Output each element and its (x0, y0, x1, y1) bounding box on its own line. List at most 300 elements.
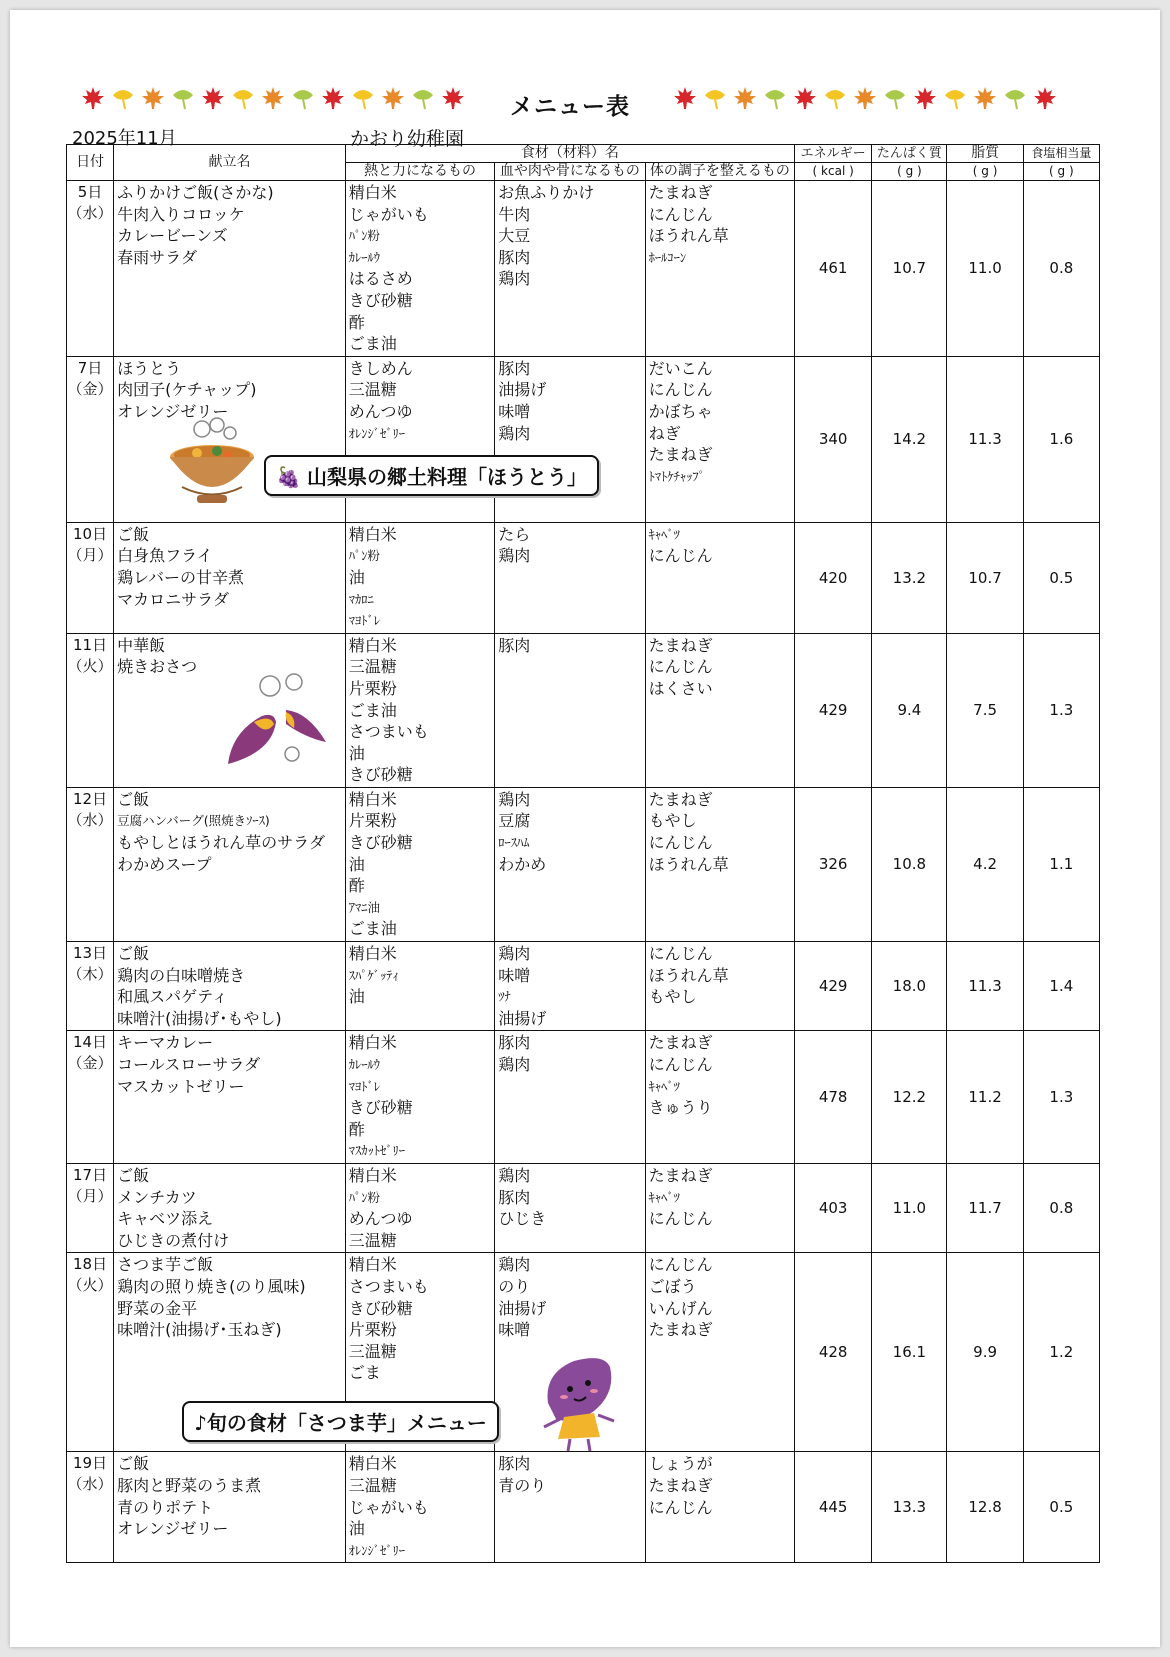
houtou-banner (264, 455, 599, 496)
dish-list-item: 春雨サラダ (117, 247, 197, 267)
col-energy: エネルギー (795, 145, 872, 163)
ginkgo-leaf-icon (1002, 85, 1028, 111)
condition-food-item: にんじん (648, 1497, 713, 1517)
body-food-item: 油揚げ (498, 1298, 547, 1318)
maple-leaf-icon (140, 85, 166, 111)
dish-list-item: メンチカツ (117, 1187, 197, 1207)
fat-value: 11.2 (947, 1031, 1023, 1164)
weekday-label: （金） (67, 1054, 113, 1073)
dish-list-item: ご飯 (117, 524, 150, 544)
menu-row (67, 1452, 1100, 1563)
energy-food-item: ﾏｽｶｯﾄｾﾞﾘｰ (348, 1143, 406, 1159)
energy-food-item: ｶﾚｰﾙｳ (348, 1057, 381, 1072)
col-fat: 脂質 (947, 145, 1023, 163)
dish-list (114, 357, 345, 424)
menu-row (67, 356, 1100, 522)
condition-foods-cell (645, 522, 794, 633)
date-cell (67, 787, 114, 941)
body-foods-cell (495, 356, 645, 522)
condition-food-item: たまねぎ (648, 635, 713, 655)
body-food-item: 味噌 (498, 401, 531, 421)
energy-food-item: じゃがいも (348, 1497, 429, 1517)
energy-food-item: 油 (348, 1519, 365, 1539)
dish-list (114, 1031, 345, 1098)
col-condition-foods: 体の調子を整えるもの (645, 163, 794, 181)
grape-icon: 🍇 (276, 464, 302, 489)
energy-food-item: さつまいも (348, 1276, 429, 1296)
body-food-item: 味噌 (498, 965, 531, 985)
menu-table (66, 144, 1100, 1563)
energy-food-item: さつまいも (348, 722, 429, 742)
energy-food-item: ごま (348, 1363, 381, 1383)
condition-foods (646, 942, 794, 1009)
energy-food-item: きしめん (348, 358, 413, 378)
condition-food-item: ｷｬﾍﾞﾂ (648, 526, 680, 542)
day-label: 13日 (73, 944, 108, 963)
condition-food-item: はくさい (648, 678, 713, 698)
body-food-item: 鶏肉 (498, 423, 531, 443)
unit-fat: ( g ) (947, 163, 1023, 181)
weekday-label: （水） (67, 1475, 113, 1494)
houtou-banner-text: 山梨県の郷土料理「ほうとう」 (307, 464, 588, 489)
energy-foods (346, 357, 494, 445)
salt-value: 0.8 (1023, 1163, 1099, 1252)
energy-food-item: ごま油 (348, 919, 397, 939)
day-label: 10日 (73, 524, 108, 543)
condition-food-item: ﾄﾏﾄｹﾁｬｯﾌﾟ (648, 468, 705, 484)
body-foods (495, 1452, 644, 1497)
protein-value: 14.2 (872, 356, 947, 522)
dish-list-cell (114, 942, 346, 1031)
condition-food-item: にんじん (648, 944, 713, 964)
energy-food-item: 精白米 (348, 1255, 397, 1275)
salt-value: 1.6 (1023, 356, 1099, 522)
condition-foods (646, 357, 794, 489)
date-cell (67, 1163, 114, 1252)
condition-food-item: ごぼう (648, 1276, 697, 1296)
col-protein: たんぱく質 (872, 145, 947, 163)
ginkgo-leaf-icon (170, 85, 196, 111)
sweet-potato-character-illustration (534, 1353, 624, 1453)
condition-food-item: たまねぎ (648, 789, 713, 809)
fat-value: 4.2 (947, 787, 1023, 941)
condition-food-item: にんじん (648, 1055, 713, 1074)
dish-list-item: 和風スパゲティ (117, 987, 228, 1007)
energy-value: 461 (795, 181, 872, 357)
condition-foods (646, 634, 794, 701)
date-cell (67, 633, 114, 787)
dish-list-item: ご飯 (117, 944, 150, 964)
dish-list-cell (114, 181, 346, 357)
fat-value: 10.7 (947, 522, 1023, 633)
condition-food-item: にんじん (648, 1255, 713, 1275)
energy-foods (346, 181, 494, 356)
energy-food-item: めんつゆ (348, 401, 413, 421)
body-food-item: 豚肉 (498, 358, 531, 378)
body-foods-cell (495, 1031, 645, 1164)
dish-list-item: ふりかけご飯(さかな) (117, 183, 274, 202)
body-food-item: 鶏肉 (498, 269, 531, 289)
weekday-label: （月） (67, 1186, 113, 1205)
energy-food-item: 精白米 (348, 1454, 397, 1474)
maple-leaf-icon (1032, 85, 1058, 111)
body-foods (495, 1164, 644, 1231)
day-label: 5日 (77, 183, 103, 201)
dish-list-item: 豆腐ハンバーグ(照焼きｿｰｽ) (117, 813, 270, 829)
weekday-label: （火） (67, 1276, 113, 1295)
dish-list-item: ご飯 (117, 1454, 150, 1474)
protein-value: 10.8 (872, 787, 947, 941)
menu-row (67, 787, 1100, 941)
menu-row (67, 1253, 1100, 1452)
condition-food-item: にんじん (648, 657, 713, 677)
unit-protein: ( g ) (872, 163, 947, 181)
body-food-item: 豚肉 (498, 635, 531, 655)
menu-row (67, 633, 1100, 787)
condition-foods-cell (645, 787, 794, 941)
ginkgo-leaf-icon (350, 85, 376, 111)
dish-list (114, 523, 345, 611)
school-name: かおり幼稚園 (350, 128, 465, 150)
dish-list-item: 豚肉と野菜のうま煮 (117, 1475, 262, 1495)
energy-food-item: 精白米 (348, 524, 397, 544)
dish-list (114, 1164, 345, 1252)
salt-value: 1.1 (1023, 787, 1099, 941)
condition-foods-cell (645, 1163, 794, 1252)
protein-value: 13.3 (872, 1452, 947, 1563)
energy-food-item: 精白米 (348, 1165, 397, 1185)
dish-list (114, 1452, 345, 1540)
col-body-foods: 血や肉や骨になるもの (495, 163, 645, 181)
energy-food-item: 精白米 (348, 1033, 397, 1053)
col-energy-foods: 熱と力になるもの (345, 163, 494, 181)
energy-food-item: ﾏｶﾛﾆ (348, 591, 374, 607)
fat-value: 11.3 (947, 356, 1023, 522)
dish-list-item: 中華飯 (117, 635, 166, 655)
body-food-item: 油揚げ (498, 380, 547, 400)
dish-list (114, 1253, 345, 1341)
dish-list-item: マカロニサラダ (117, 589, 229, 609)
dish-list-item: ほうとう (117, 358, 182, 378)
condition-foods-cell (645, 633, 794, 787)
energy-food-item: 片栗粉 (348, 811, 397, 831)
energy-food-item: じゃがいも (348, 204, 429, 224)
ginkgo-leaf-icon (942, 85, 968, 111)
dish-list-item: 鶏レバーの甘辛煮 (117, 567, 245, 587)
date-cell (67, 1452, 114, 1563)
baked-sweet-potato-illustration (222, 672, 332, 772)
energy-foods-cell (345, 633, 494, 787)
energy-food-item: 油 (348, 854, 365, 874)
fat-value: 12.8 (947, 1452, 1023, 1563)
energy-food-item: 精白米 (348, 635, 397, 655)
energy-food-item: 片栗粉 (348, 1320, 397, 1340)
energy-value: 478 (795, 1031, 872, 1164)
dish-list-item: わかめスープ (117, 854, 212, 874)
condition-food-item: ｷｬﾍﾞﾂ (648, 1189, 680, 1205)
menu-row (67, 181, 1100, 357)
maple-leaf-icon (200, 85, 226, 111)
weekday-label: （木） (67, 965, 113, 984)
energy-foods-cell (345, 1452, 494, 1563)
date-cell (67, 942, 114, 1031)
dish-list-item: 野菜の金平 (117, 1298, 198, 1318)
maple-leaf-icon (852, 85, 878, 111)
energy-value: 445 (795, 1452, 872, 1563)
condition-foods-cell (645, 942, 794, 1031)
maple-leaf-icon (972, 85, 998, 111)
energy-food-item: 精白米 (348, 944, 397, 964)
weekday-label: （水） (67, 204, 113, 222)
condition-foods (646, 181, 794, 269)
energy-foods (346, 634, 494, 787)
energy-food-item: きび砂糖 (348, 1298, 413, 1318)
body-foods-cell (495, 1452, 645, 1563)
body-food-item: 鶏肉 (498, 1055, 531, 1074)
maple-leaf-icon (912, 85, 938, 111)
salt-value: 1.3 (1023, 633, 1099, 787)
body-food-item: ひじき (498, 1209, 547, 1229)
energy-foods (346, 523, 494, 633)
day-label: 19日 (73, 1454, 108, 1473)
energy-foods (346, 1452, 494, 1562)
dish-list-cell (114, 1452, 346, 1563)
fat-value: 7.5 (947, 633, 1023, 787)
body-food-item: 青のり (498, 1475, 547, 1495)
dish-list-cell (114, 1163, 346, 1252)
ginkgo-leaf-icon (822, 85, 848, 111)
maple-leaf-icon (440, 85, 466, 111)
condition-food-item: にんじん (648, 1209, 713, 1229)
col-date: 日付 (67, 145, 114, 181)
condition-food-item: たまねぎ (648, 183, 713, 202)
energy-food-item: ごま油 (348, 334, 397, 354)
body-foods-cell (495, 522, 645, 633)
ginkgo-leaf-icon (762, 85, 788, 111)
dish-list-cell (114, 787, 346, 941)
fat-value: 11.0 (947, 181, 1023, 357)
body-food-item: ﾂﾅ (498, 989, 511, 1005)
energy-foods-cell (345, 522, 494, 633)
ginkgo-leaf-icon (290, 85, 316, 111)
body-food-item: 鶏肉 (498, 1255, 531, 1275)
day-label: 17日 (73, 1165, 108, 1184)
maple-leaf-icon (792, 85, 818, 111)
dish-list-item: 味噌汁(油揚げ･玉ねぎ) (117, 1320, 282, 1340)
dish-list-item: マスカットゼリー (117, 1076, 245, 1096)
energy-food-item: 油 (348, 743, 365, 763)
body-foods-cell (495, 942, 645, 1031)
body-food-item: 鶏肉 (498, 1165, 531, 1185)
energy-food-item: きび砂糖 (348, 1098, 413, 1118)
condition-foods-cell (645, 181, 794, 357)
satsumaimo-banner (182, 1401, 499, 1442)
salt-value: 0.5 (1023, 1452, 1099, 1563)
menu-row (67, 522, 1100, 633)
maple-leaf-icon (260, 85, 286, 111)
condition-food-item: ほうれん草 (648, 226, 729, 246)
menu-row (67, 1163, 1100, 1252)
col-salt: 食塩相当量 (1023, 145, 1099, 163)
energy-food-item: ﾊﾟﾝ粉 (348, 228, 381, 244)
day-label: 14日 (73, 1033, 108, 1052)
body-foods-cell (495, 181, 645, 357)
menu-month: 2025年11月 (72, 128, 177, 149)
body-foods-cell (495, 633, 645, 787)
energy-food-item: 酢 (348, 876, 365, 896)
energy-value: 326 (795, 787, 872, 941)
condition-food-item: にんじん (648, 833, 713, 853)
dish-list-item: ひじきの煮付け (117, 1230, 230, 1250)
day-label: 11日 (73, 635, 108, 654)
protein-value: 12.2 (872, 1031, 947, 1164)
dish-list-item: 鶏肉の白味噌焼き (117, 965, 246, 985)
body-food-item: 豚肉 (498, 1187, 531, 1207)
energy-food-item: ﾊﾟﾝ粉 (348, 1189, 381, 1205)
salt-value: 0.8 (1023, 181, 1099, 357)
energy-food-item: 精白米 (348, 183, 397, 202)
energy-food-item: 酢 (348, 1119, 365, 1139)
energy-value: 429 (795, 942, 872, 1031)
menu-row (67, 942, 1100, 1031)
energy-value: 340 (795, 356, 872, 522)
condition-food-item: にんじん (648, 546, 713, 566)
dish-list-item: 味噌汁(油揚げ･もやし) (117, 1008, 282, 1028)
dish-list-item: 青のりポテト (117, 1497, 214, 1517)
ginkgo-leaf-icon (702, 85, 728, 111)
energy-foods (346, 1031, 494, 1163)
dish-list-cell (114, 1031, 346, 1164)
energy-food-item: ｶﾚｰﾙｳ (348, 249, 381, 265)
col-ingredients: 食材（材料）名 (345, 145, 794, 163)
body-food-item: 鶏肉 (498, 546, 531, 566)
dish-list-item: キャベツ添え (117, 1209, 214, 1229)
maple-leaf-icon (732, 85, 758, 111)
day-label: 18日 (73, 1255, 108, 1274)
date-cell (67, 522, 114, 633)
protein-value: 16.1 (872, 1253, 947, 1452)
energy-food-item: きび砂糖 (348, 833, 413, 853)
energy-food-item: 三温糖 (348, 1341, 397, 1361)
energy-food-item: ｵﾚﾝｼﾞｾﾞﾘｰ (348, 1542, 406, 1558)
menu-page (10, 10, 1160, 1647)
energy-food-item: はるさめ (348, 269, 413, 289)
condition-foods-cell (645, 1452, 794, 1563)
dish-list-cell (114, 522, 346, 633)
ginkgo-leaf-icon (882, 85, 908, 111)
energy-foods (346, 788, 494, 941)
body-food-item: 油揚げ (498, 1008, 547, 1028)
body-foods (495, 357, 644, 445)
ginkgo-leaf-icon (110, 85, 136, 111)
dish-list-item: 焼きおさつ (117, 657, 198, 677)
energy-food-item: めんつゆ (348, 1209, 413, 1229)
weekday-label: （金） (67, 379, 113, 398)
col-menu: 献立名 (114, 145, 346, 181)
dish-list-item: ご飯 (117, 789, 150, 809)
condition-food-item: たまねぎ (648, 445, 713, 465)
body-foods (495, 181, 644, 291)
protein-value: 10.7 (872, 181, 947, 357)
energy-foods-cell (345, 1163, 494, 1252)
dish-list-item: コールスローサラダ (117, 1055, 261, 1074)
page-title: メニュー表 (510, 94, 630, 120)
body-foods-cell (495, 787, 645, 941)
dish-list (114, 181, 345, 269)
energy-food-item: ｵﾚﾝｼﾞｾﾞﾘｰ (348, 425, 406, 441)
satsumaimo-banner-text: ♪旬の食材「さつま芋」メニュー (194, 1411, 487, 1436)
body-foods (495, 634, 644, 658)
date-cell (67, 181, 114, 357)
unit-kcal: ( kcal ) (795, 163, 872, 181)
salt-value: 1.3 (1023, 1031, 1099, 1164)
maple-leaf-icon (320, 85, 346, 111)
dish-list-cell (114, 633, 346, 787)
energy-foods (346, 1253, 494, 1385)
condition-food-item: にんじん (648, 380, 713, 400)
energy-food-item: きび砂糖 (348, 765, 413, 785)
condition-foods (646, 1452, 794, 1519)
ginkgo-leaf-icon (410, 85, 436, 111)
energy-food-item: 片栗粉 (348, 678, 397, 698)
weekday-label: （火） (67, 656, 113, 675)
protein-value: 11.0 (872, 1163, 947, 1252)
energy-value: 429 (795, 633, 872, 787)
condition-food-item: もやし (648, 987, 697, 1007)
body-food-item: 豆腐 (498, 811, 531, 831)
day-label: 7日 (77, 358, 103, 377)
body-foods (495, 1253, 644, 1341)
condition-foods (646, 788, 794, 876)
condition-foods (646, 1031, 794, 1119)
menu-row (67, 1031, 1100, 1164)
body-food-item: たら (498, 524, 531, 544)
dish-list-item: キーマカレー (117, 1033, 214, 1053)
dish-list-item: カレービーンズ (117, 226, 228, 246)
condition-food-item: だいこん (648, 358, 713, 378)
energy-foods (346, 1164, 494, 1252)
energy-food-item: ﾊﾟﾝ粉 (348, 548, 381, 564)
body-food-item: 豚肉 (498, 1033, 531, 1053)
dish-list-item: 白身魚フライ (117, 546, 213, 566)
energy-food-item: 酢 (348, 312, 365, 332)
energy-food-item: ﾏﾖﾄﾞﾚ (348, 1078, 381, 1094)
unit-salt: ( g ) (1023, 163, 1099, 181)
energy-value: 428 (795, 1253, 872, 1452)
condition-food-item: たまねぎ (648, 1320, 713, 1340)
condition-foods (646, 523, 794, 568)
autumn-leaves-right (672, 78, 1058, 118)
body-food-item: 鶏肉 (498, 789, 531, 809)
maple-leaf-icon (672, 85, 698, 111)
condition-foods-cell (645, 356, 794, 522)
dish-list (114, 788, 345, 876)
body-foods (495, 523, 644, 568)
maple-leaf-icon (80, 85, 106, 111)
protein-value: 13.2 (872, 522, 947, 633)
energy-food-item: 三温糖 (348, 1475, 397, 1495)
body-foods (495, 942, 644, 1030)
condition-food-item: ねぎ (648, 423, 681, 443)
condition-food-item: たまねぎ (648, 1475, 713, 1495)
date-cell (67, 1253, 114, 1452)
dish-list-item: ご飯 (117, 1165, 150, 1185)
salt-value: 1.2 (1023, 1253, 1099, 1452)
energy-food-item: ごま油 (348, 700, 397, 720)
energy-value: 403 (795, 1163, 872, 1252)
condition-food-item: かぼちゃ (648, 401, 713, 421)
body-foods-cell (495, 1163, 645, 1252)
